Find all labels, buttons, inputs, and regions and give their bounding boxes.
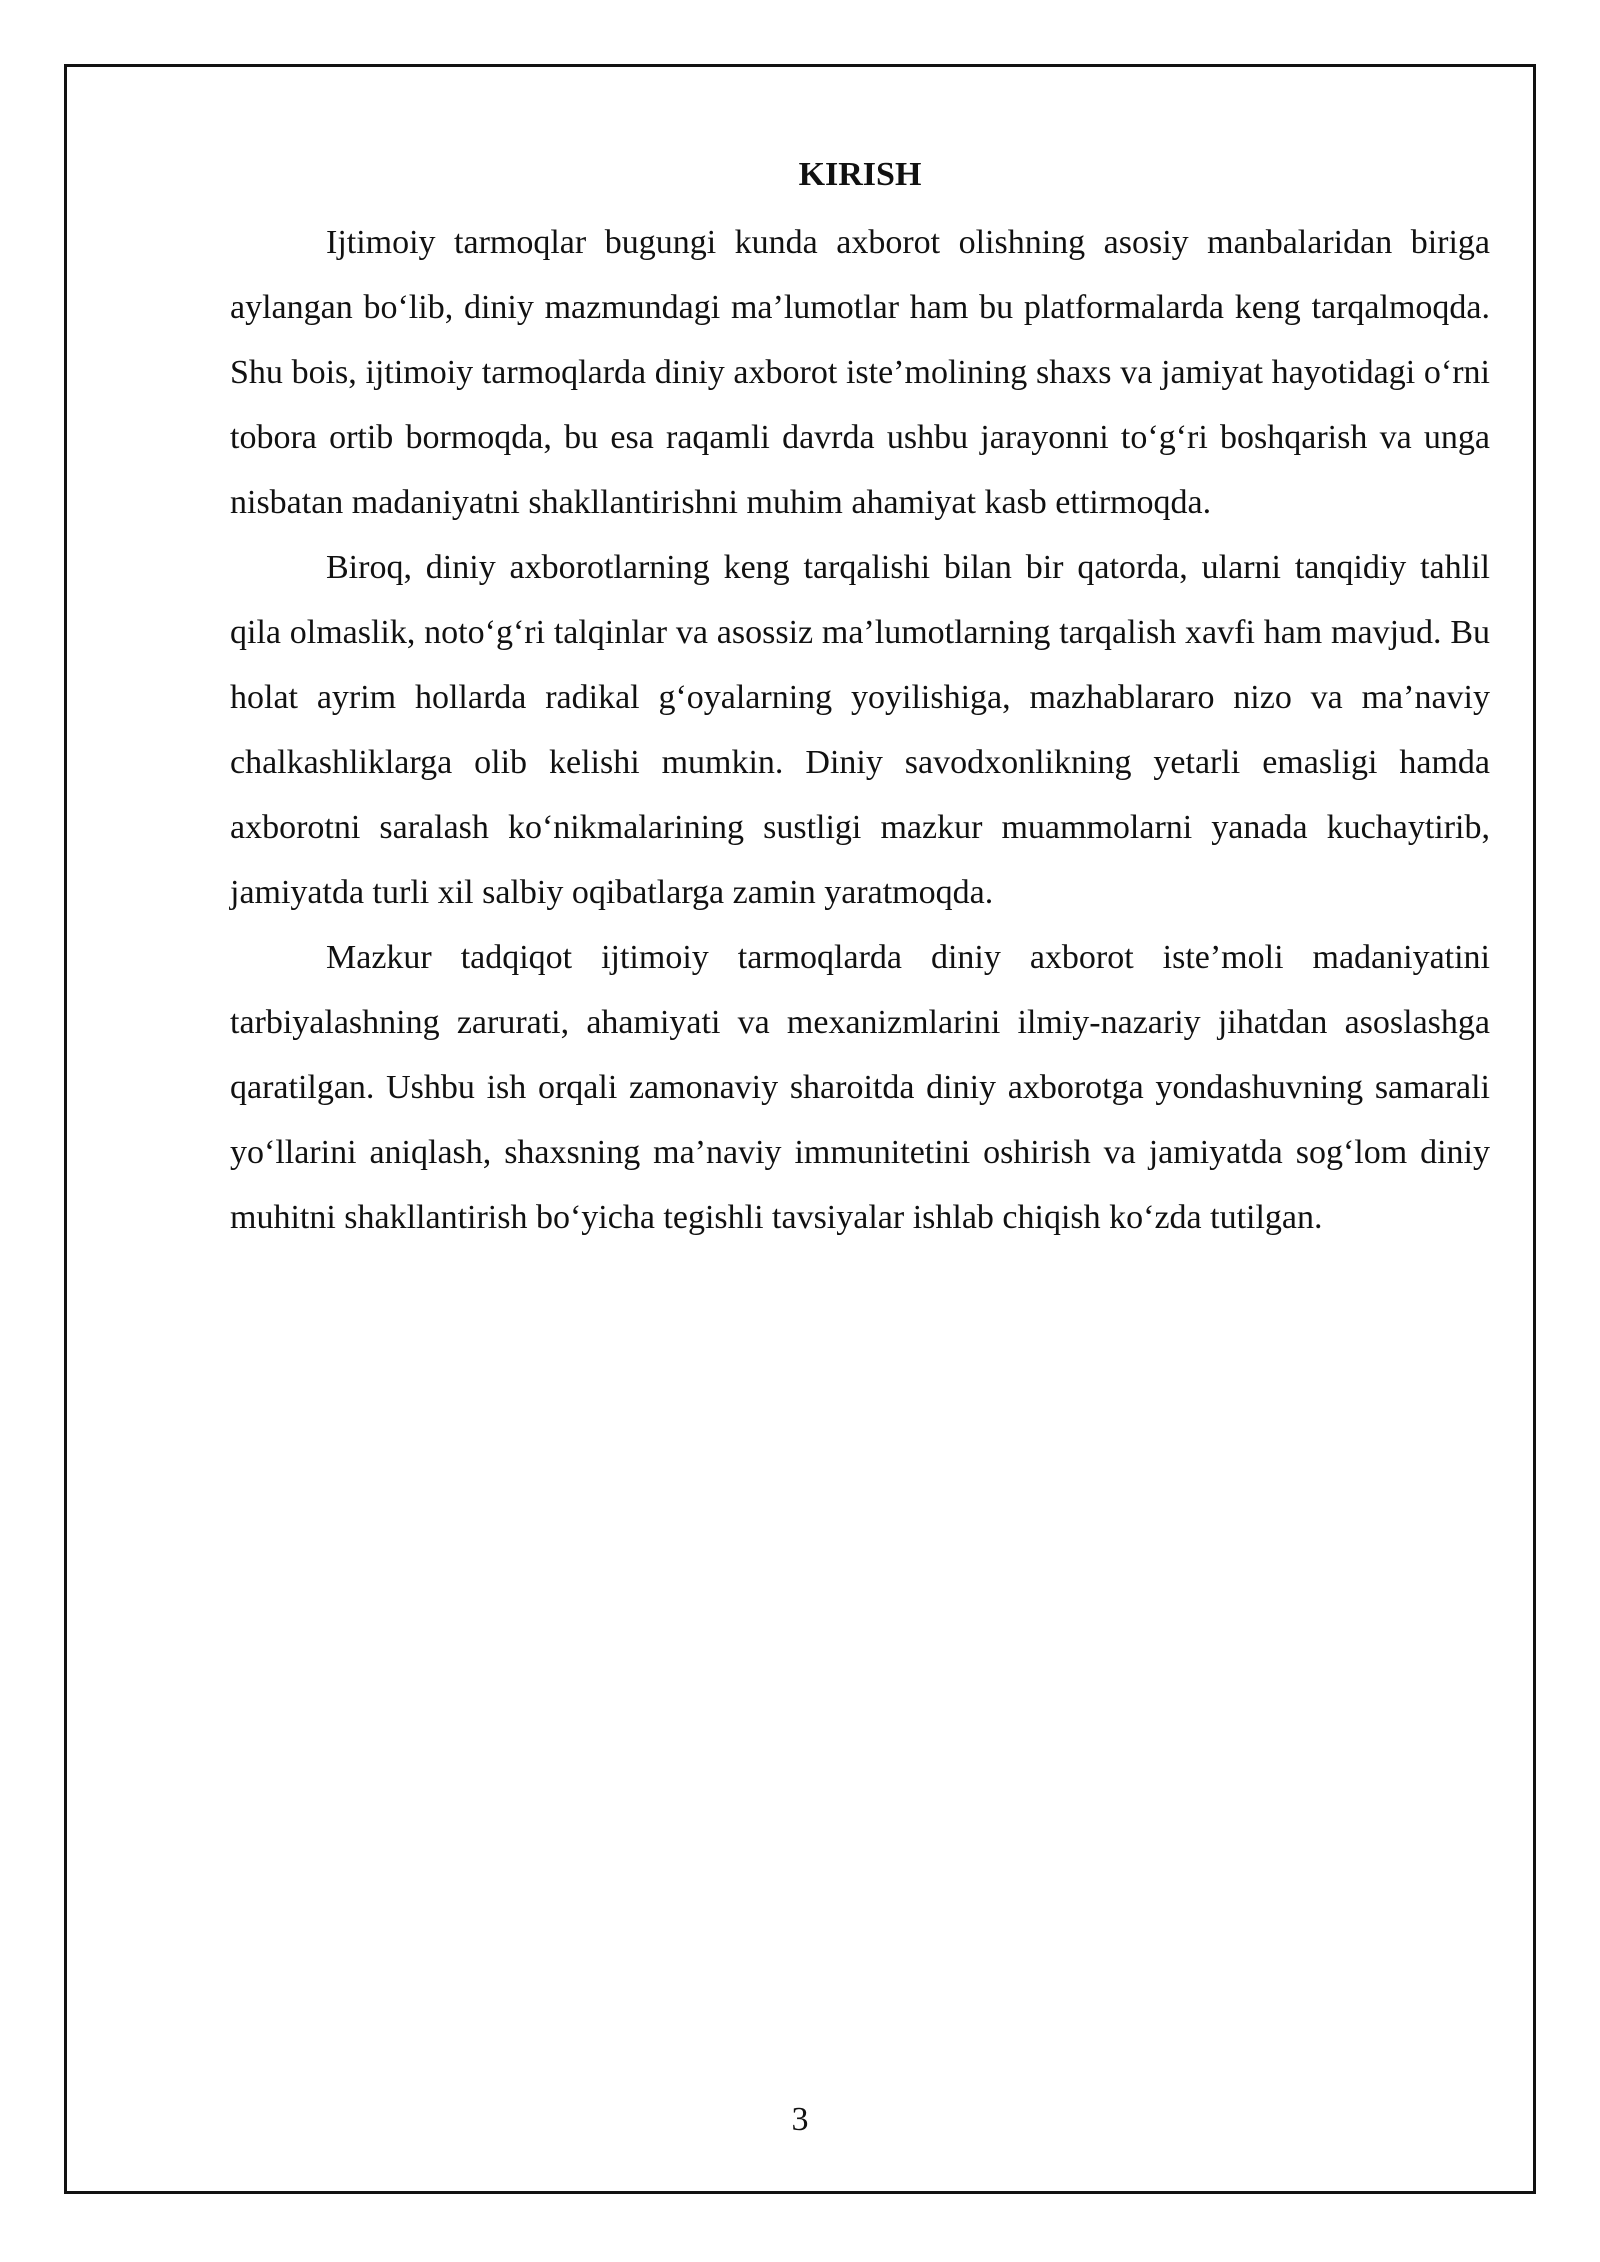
paragraph-2: Biroq, diniy axborotlarning keng tarqalishi bilan bir qatorda, ularni tanqidiy tahlil qila olmaslik, noto‘g‘ri talqinlar va asossiz ma’lumotlarning tarqalish xavfi ham mavjud. Bu holat ayrim hollarda radikal g‘oyalarning yoyilishiga, mazhablararo nizo va ma’naviy chalkashliklarga olib kelishi mumkin. Diniy savodxonlikning yetarli emasligi hamda axborotni saralash ko‘nikmalarining sustligi mazkur muammolarni yanada kuchaytirib, jamiyatda turli xil salbiy oqibatlarga zamin yaratmoqda. [230, 549, 1490, 911]
page-number: 3 [791, 2101, 809, 2138]
paragraph-1: Ijtimoiy tarmoqlar bugungi kunda axborot olishning asosiy manbalaridan biriga aylangan bo‘lib, diniy mazmundagi ma’lumotlar ham bu platformalarda keng tarqalmoqda. Shu bois, ijtimoiy tarmoqlarda diniy axborot iste’molining shaxs va jamiyat hayotidagi o‘rni tobora ortib bormoqda, bu esa raqamli davrda ushbu jarayonni to‘g‘ri boshqarish va unga nisbatan madaniyatni shakllantirishni muhim ahamiyat kasb ettirmoqda. [230, 224, 1490, 521]
section-title: KIRISH [798, 156, 922, 193]
document-body [230, 140, 1490, 1250]
paragraph-3: Mazkur tadqiqot ijtimoiy tarmoqlarda diniy axborot iste’moli madaniyatini tarbiyalashning zarurati, ahamiyati va mexanizmlarini ilmiy-nazariy jihatdan asoslashga qaratilgan. Ushbu ish orqali zamonaviy sharoitda diniy axborotga yondashuvning samarali yo‘llarini aniqlash, shaxsning ma’naviy immunitetini oshirish va jamiyatda sog‘lom diniy muhitni shakllantirish bo‘yicha tegishli tavsiyalar ishlab chiqish ko‘zda tutilgan. [230, 939, 1490, 1236]
